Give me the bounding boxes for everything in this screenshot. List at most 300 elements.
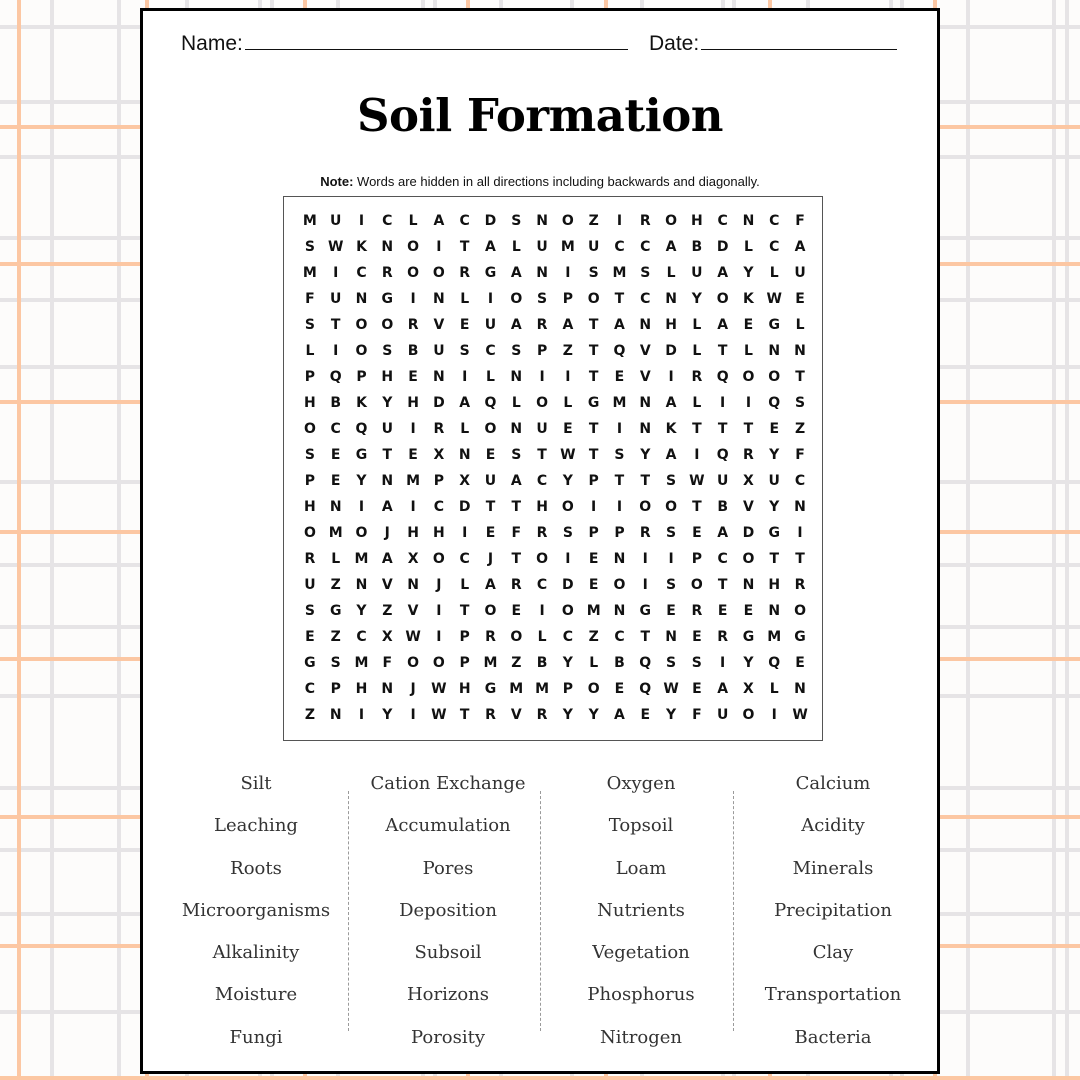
grid-cell[interactable]: R (459, 265, 471, 281)
grid-cell[interactable]: C (769, 239, 780, 255)
grid-cell[interactable]: I (720, 655, 726, 671)
grid-cell[interactable]: I (487, 291, 494, 307)
grid-cell[interactable]: P (536, 343, 548, 359)
grid-cell[interactable]: T (692, 499, 702, 515)
grid-cell[interactable]: O (484, 421, 497, 437)
grid-cell[interactable]: A (717, 265, 729, 281)
grid-cell[interactable]: L (769, 265, 779, 281)
grid-cell[interactable]: N (613, 603, 626, 619)
grid-cell[interactable]: T (588, 447, 599, 463)
grid-cell[interactable]: N (381, 681, 394, 697)
grid-cell[interactable]: I (358, 499, 365, 515)
grid-cell[interactable]: V (381, 577, 393, 593)
grid-cell[interactable]: N (329, 707, 342, 723)
grid-cell[interactable]: P (562, 291, 573, 307)
grid-cell[interactable]: X (459, 473, 471, 489)
grid-cell[interactable]: V (639, 369, 651, 385)
grid-cell[interactable]: J (384, 525, 390, 541)
grid-cell[interactable]: A (510, 265, 522, 281)
grid-cell[interactable]: E (588, 551, 599, 567)
grid-cell[interactable]: G (794, 629, 806, 645)
grid-cell[interactable]: N (665, 291, 677, 307)
grid-cell[interactable]: E (563, 421, 573, 437)
grid-cell[interactable]: F (692, 707, 702, 723)
grid-cell[interactable]: P (614, 525, 625, 541)
grid-cell[interactable]: N (768, 343, 781, 359)
grid-cell[interactable]: P (304, 369, 316, 385)
grid-cell[interactable]: A (665, 447, 677, 463)
grid-cell[interactable]: I (668, 551, 674, 567)
grid-cell[interactable]: U (484, 473, 497, 489)
grid-cell[interactable]: T (459, 707, 470, 723)
grid-cell[interactable]: F (382, 655, 393, 671)
grid-cell[interactable]: A (510, 317, 522, 333)
grid-cell[interactable]: D (562, 577, 574, 593)
date-field[interactable] (649, 31, 897, 56)
grid-cell[interactable]: J (487, 551, 494, 567)
grid-cell[interactable]: L (511, 239, 521, 255)
grid-cell[interactable]: I (668, 369, 674, 385)
grid-cell[interactable]: T (743, 421, 754, 437)
grid-cell[interactable]: N (355, 577, 368, 593)
grid-cell[interactable]: A (433, 213, 445, 229)
grid-cell[interactable]: G (768, 317, 780, 333)
grid-cell[interactable]: W (431, 681, 447, 697)
grid-cell[interactable]: N (639, 395, 652, 411)
grid-cell[interactable]: G (484, 265, 497, 281)
grid-cell[interactable]: R (407, 317, 419, 333)
grid-cell[interactable]: B (330, 395, 342, 411)
grid-cell[interactable]: O (510, 291, 523, 307)
grid-cell[interactable]: U (330, 213, 342, 229)
grid-cell[interactable]: I (565, 551, 571, 567)
grid-cell[interactable]: W (405, 629, 421, 645)
grid-cell[interactable]: I (745, 395, 752, 411)
grid-cell[interactable]: T (614, 291, 625, 307)
grid-cell[interactable]: U (330, 291, 342, 307)
grid-cell[interactable]: Y (665, 707, 677, 723)
grid-cell[interactable]: R (536, 317, 548, 333)
grid-cell[interactable]: B (614, 655, 625, 671)
grid-cell[interactable]: Y (743, 265, 754, 281)
grid-cell[interactable]: A (459, 395, 471, 411)
grid-cell[interactable]: S (304, 239, 315, 255)
grid-cell[interactable]: T (511, 499, 522, 515)
grid-cell[interactable]: N (794, 681, 806, 697)
grid-cell[interactable]: W (792, 707, 808, 723)
grid-cell[interactable]: L (408, 213, 418, 229)
grid-cell[interactable]: E (743, 317, 754, 333)
grid-cell[interactable]: O (665, 213, 677, 229)
grid-cell[interactable]: C (769, 213, 780, 229)
grid-cell[interactable]: P (562, 681, 573, 697)
grid-cell[interactable]: G (639, 603, 651, 619)
grid-cell[interactable]: I (539, 603, 545, 619)
grid-cell[interactable]: E (692, 681, 702, 697)
grid-cell[interactable]: A (485, 239, 496, 255)
grid-cell[interactable]: N (536, 213, 548, 229)
grid-cell[interactable]: R (691, 603, 703, 619)
grid-cell[interactable]: P (304, 473, 316, 489)
grid-cell[interactable]: H (304, 499, 316, 515)
grid-cell[interactable]: A (614, 317, 625, 333)
grid-cell[interactable]: H (304, 395, 316, 411)
grid-cell[interactable]: Z (794, 421, 806, 437)
grid-cell[interactable]: F (305, 291, 315, 307)
grid-cell[interactable]: U (484, 317, 497, 333)
grid-cell[interactable]: I (410, 707, 416, 723)
grid-cell[interactable]: U (536, 421, 548, 437)
grid-cell[interactable]: E (795, 291, 805, 307)
grid-cell[interactable]: A (794, 239, 806, 255)
grid-cell[interactable]: Q (716, 447, 729, 463)
grid-cell[interactable]: W (327, 239, 344, 255)
grid-cell[interactable]: N (510, 369, 523, 385)
grid-cell[interactable]: I (462, 369, 468, 385)
grid-cell[interactable]: E (795, 655, 805, 671)
grid-cell[interactable]: E (330, 473, 341, 489)
grid-cell[interactable]: S (666, 525, 677, 541)
grid-cell[interactable]: M (302, 213, 317, 229)
grid-cell[interactable]: T (795, 551, 805, 567)
grid-cell[interactable]: T (330, 317, 341, 333)
grid-cell[interactable]: Y (588, 707, 599, 723)
grid-cell[interactable]: Y (562, 655, 573, 671)
grid-cell[interactable]: N (433, 369, 445, 385)
grid-cell[interactable]: Y (562, 473, 573, 489)
grid-cell[interactable]: W (689, 473, 705, 489)
grid-cell[interactable]: S (330, 655, 341, 671)
grid-cell[interactable]: I (410, 291, 416, 307)
grid-cell[interactable]: L (460, 421, 470, 437)
grid-cell[interactable]: S (666, 655, 677, 671)
grid-cell[interactable]: C (356, 629, 367, 645)
grid-cell[interactable]: N (381, 239, 394, 255)
grid-cell[interactable]: I (436, 239, 442, 255)
date-line[interactable] (701, 31, 897, 50)
grid-cell[interactable]: Q (639, 655, 652, 671)
grid-cell[interactable]: I (358, 213, 365, 229)
grid-cell[interactable]: R (639, 213, 651, 229)
grid-cell[interactable]: X (433, 447, 445, 463)
grid-cell[interactable]: V (510, 707, 522, 723)
grid-cell[interactable]: V (639, 343, 651, 359)
grid-cell[interactable]: M (612, 395, 627, 411)
grid-cell[interactable]: I (616, 213, 623, 229)
grid-cell[interactable]: I (333, 343, 339, 359)
grid-cell[interactable]: Y (769, 447, 780, 463)
grid-cell[interactable]: G (742, 629, 755, 645)
grid-cell[interactable]: I (565, 369, 571, 385)
grid-cell[interactable]: X (407, 551, 419, 567)
grid-cell[interactable]: C (536, 473, 548, 489)
grid-cell[interactable]: L (511, 395, 521, 411)
grid-cell[interactable]: T (717, 421, 728, 437)
grid-cell[interactable]: C (794, 473, 806, 489)
grid-cell[interactable]: G (355, 447, 368, 463)
grid-cell[interactable]: R (639, 525, 651, 541)
grid-cell[interactable]: T (692, 421, 702, 437)
grid-cell[interactable]: S (588, 265, 599, 281)
grid-cell[interactable]: O (355, 343, 368, 359)
grid-cell[interactable]: M (535, 681, 550, 697)
grid-cell[interactable]: I (642, 577, 648, 593)
grid-cell[interactable]: O (407, 265, 420, 281)
grid-cell[interactable]: J (436, 577, 442, 593)
grid-cell[interactable]: O (587, 291, 600, 307)
grid-cell[interactable]: V (407, 603, 419, 619)
grid-cell[interactable]: U (433, 343, 445, 359)
grid-cell[interactable]: N (742, 213, 755, 229)
grid-cell[interactable]: J (410, 681, 416, 697)
grid-cell[interactable]: M (302, 265, 317, 281)
grid-cell[interactable]: R (304, 551, 316, 567)
grid-cell[interactable]: L (305, 343, 315, 359)
grid-cell[interactable]: E (640, 707, 651, 723)
grid-cell[interactable]: Z (330, 577, 341, 593)
grid-cell[interactable]: P (356, 369, 367, 385)
grid-cell[interactable]: S (537, 291, 548, 307)
grid-cell[interactable]: Q (613, 343, 626, 359)
grid-cell[interactable]: M (560, 239, 575, 255)
grid-cell[interactable]: U (587, 239, 600, 255)
grid-cell[interactable]: M (354, 551, 369, 567)
grid-cell[interactable]: D (716, 239, 729, 255)
grid-cell[interactable]: R (433, 421, 445, 437)
grid-cell[interactable]: V (743, 499, 754, 515)
grid-cell[interactable]: H (536, 499, 548, 515)
grid-cell[interactable]: L (666, 265, 676, 281)
grid-cell[interactable]: G (587, 395, 600, 411)
grid-cell[interactable]: X (743, 473, 754, 489)
grid-cell[interactable]: C (433, 499, 445, 515)
grid-cell[interactable]: A (562, 317, 574, 333)
grid-cell[interactable]: N (742, 577, 755, 593)
grid-cell[interactable]: I (436, 603, 442, 619)
grid-cell[interactable]: M (328, 525, 343, 541)
grid-cell[interactable]: A (665, 239, 677, 255)
grid-cell[interactable]: C (640, 291, 651, 307)
grid-cell[interactable]: O (716, 291, 729, 307)
grid-cell[interactable]: R (743, 447, 754, 463)
grid-cell[interactable]: T (459, 603, 470, 619)
grid-cell[interactable]: A (665, 395, 677, 411)
grid-cell[interactable]: S (794, 395, 806, 411)
grid-cell[interactable]: R (717, 629, 729, 645)
grid-cell[interactable]: M (586, 603, 601, 619)
grid-cell[interactable]: O (381, 317, 394, 333)
grid-cell[interactable]: O (561, 213, 574, 229)
grid-cell[interactable]: Q (716, 369, 729, 385)
grid-cell[interactable]: R (485, 707, 496, 723)
grid-cell[interactable]: A (614, 707, 625, 723)
grid-cell[interactable]: B (536, 655, 548, 671)
grid-cell[interactable]: E (408, 369, 418, 385)
grid-cell[interactable]: Y (640, 447, 651, 463)
grid-cell[interactable]: L (692, 343, 702, 359)
grid-cell[interactable]: K (356, 395, 367, 411)
grid-cell[interactable]: L (537, 629, 547, 645)
grid-cell[interactable]: U (716, 473, 729, 489)
grid-cell[interactable]: N (355, 291, 368, 307)
grid-cell[interactable]: U (768, 473, 780, 489)
grid-cell[interactable]: T (485, 499, 496, 515)
grid-cell[interactable]: L (743, 343, 753, 359)
grid-cell[interactable]: U (691, 265, 703, 281)
grid-cell[interactable]: O (484, 603, 497, 619)
grid-cell[interactable]: S (614, 447, 625, 463)
grid-cell[interactable]: N (639, 317, 652, 333)
grid-cell[interactable]: Q (639, 681, 652, 697)
grid-cell[interactable]: S (691, 655, 702, 671)
grid-cell[interactable]: T (614, 473, 625, 489)
grid-cell[interactable]: L (563, 395, 573, 411)
grid-cell[interactable]: N (613, 551, 626, 567)
grid-cell[interactable]: I (358, 707, 365, 723)
grid-cell[interactable]: W (663, 681, 679, 697)
grid-cell[interactable]: N (536, 265, 548, 281)
grid-cell[interactable]: L (795, 317, 805, 333)
grid-cell[interactable]: O (587, 681, 600, 697)
grid-cell[interactable]: Z (588, 629, 599, 645)
grid-cell[interactable]: I (720, 395, 726, 411)
grid-cell[interactable]: Z (588, 213, 599, 229)
grid-cell[interactable]: E (588, 577, 599, 593)
grid-cell[interactable]: O (536, 551, 549, 567)
grid-cell[interactable]: E (485, 447, 496, 463)
grid-cell[interactable]: C (640, 239, 651, 255)
grid-cell[interactable]: Z (330, 629, 341, 645)
grid-cell[interactable]: S (304, 603, 315, 619)
grid-cell[interactable]: E (717, 603, 728, 619)
grid-cell[interactable]: E (743, 603, 754, 619)
grid-cell[interactable]: O (665, 499, 677, 515)
grid-cell[interactable]: L (589, 655, 599, 671)
grid-cell[interactable]: T (588, 317, 599, 333)
grid-cell[interactable]: N (639, 421, 652, 437)
grid-cell[interactable]: O (742, 369, 755, 385)
grid-cell[interactable]: O (742, 551, 755, 567)
grid-cell[interactable]: P (433, 473, 445, 489)
grid-cell[interactable]: D (484, 213, 497, 229)
grid-cell[interactable]: D (433, 395, 445, 411)
grid-cell[interactable]: N (768, 603, 781, 619)
grid-cell[interactable]: O (432, 265, 445, 281)
grid-cell[interactable]: H (433, 525, 445, 541)
grid-cell[interactable]: O (690, 577, 703, 593)
grid-cell[interactable]: E (692, 525, 702, 541)
grid-cell[interactable]: E (692, 629, 702, 645)
grid-cell[interactable]: Q (329, 369, 342, 385)
grid-cell[interactable]: Z (511, 655, 522, 671)
grid-cell[interactable]: E (614, 369, 625, 385)
grid-cell[interactable]: F (795, 213, 805, 229)
grid-cell[interactable]: O (355, 317, 368, 333)
grid-cell[interactable]: P (330, 681, 341, 697)
grid-cell[interactable]: O (432, 655, 445, 671)
grid-cell[interactable]: B (717, 499, 728, 515)
grid-cell[interactable]: O (768, 369, 781, 385)
grid-cell[interactable]: T (717, 343, 728, 359)
grid-cell[interactable]: Y (743, 655, 754, 671)
grid-cell[interactable]: B (691, 239, 703, 255)
grid-cell[interactable]: R (485, 629, 496, 645)
grid-cell[interactable]: H (407, 395, 419, 411)
grid-cell[interactable]: X (381, 629, 393, 645)
grid-cell[interactable]: M (406, 473, 421, 489)
grid-cell[interactable]: C (459, 551, 470, 567)
grid-cell[interactable]: O (794, 603, 806, 619)
grid-cell[interactable]: W (431, 707, 447, 723)
grid-cell[interactable]: C (459, 213, 470, 229)
grid-cell[interactable]: R (536, 707, 548, 723)
grid-cell[interactable]: I (591, 499, 597, 515)
grid-cell[interactable]: T (640, 629, 651, 645)
grid-cell[interactable]: B (407, 343, 419, 359)
grid-cell[interactable]: L (692, 317, 702, 333)
grid-cell[interactable]: H (407, 525, 419, 541)
grid-cell[interactable]: O (536, 395, 549, 411)
grid-cell[interactable]: I (333, 265, 339, 281)
grid-cell[interactable]: E (614, 681, 625, 697)
grid-cell[interactable]: M (612, 265, 627, 281)
grid-cell[interactable]: U (716, 707, 729, 723)
grid-cell[interactable]: T (588, 369, 599, 385)
grid-cell[interactable]: E (408, 447, 418, 463)
grid-cell[interactable]: G (304, 655, 316, 671)
grid-cell[interactable]: C (536, 577, 548, 593)
grid-cell[interactable]: E (305, 629, 315, 645)
grid-cell[interactable]: Q (355, 421, 368, 437)
grid-cell[interactable]: G (768, 525, 780, 541)
grid-cell[interactable]: A (381, 551, 393, 567)
grid-cell[interactable]: H (768, 577, 781, 593)
grid-cell[interactable]: S (640, 265, 651, 281)
grid-cell[interactable]: I (616, 421, 623, 437)
grid-cell[interactable]: Z (382, 603, 393, 619)
grid-cell[interactable]: U (381, 421, 393, 437)
grid-cell[interactable]: Q (484, 395, 497, 411)
grid-cell[interactable]: Y (356, 603, 367, 619)
grid-cell[interactable]: F (511, 525, 522, 541)
grid-cell[interactable]: A (381, 499, 393, 515)
grid-cell[interactable]: P (691, 551, 702, 567)
grid-cell[interactable]: S (382, 343, 393, 359)
grid-cell[interactable]: K (356, 239, 367, 255)
letter-grid[interactable] (297, 208, 813, 728)
grid-cell[interactable]: T (382, 447, 393, 463)
grid-cell[interactable]: T (717, 577, 728, 593)
grid-cell[interactable]: Z (304, 707, 315, 723)
grid-cell[interactable]: I (410, 421, 416, 437)
grid-cell[interactable]: Z (562, 343, 573, 359)
grid-cell[interactable]: N (794, 499, 806, 515)
grid-cell[interactable]: U (794, 265, 806, 281)
grid-cell[interactable]: G (484, 681, 497, 697)
grid-cell[interactable]: O (561, 499, 574, 515)
grid-cell[interactable]: H (458, 681, 471, 697)
grid-cell[interactable]: T (769, 551, 780, 567)
grid-cell[interactable]: Y (691, 291, 702, 307)
grid-cell[interactable]: C (304, 681, 316, 697)
grid-cell[interactable]: Y (769, 499, 780, 515)
grid-cell[interactable]: E (511, 603, 522, 619)
grid-cell[interactable]: T (459, 239, 470, 255)
grid-cell[interactable]: G (381, 291, 394, 307)
grid-cell[interactable]: S (562, 525, 573, 541)
grid-cell[interactable]: C (330, 421, 341, 437)
grid-cell[interactable]: L (460, 577, 470, 593)
